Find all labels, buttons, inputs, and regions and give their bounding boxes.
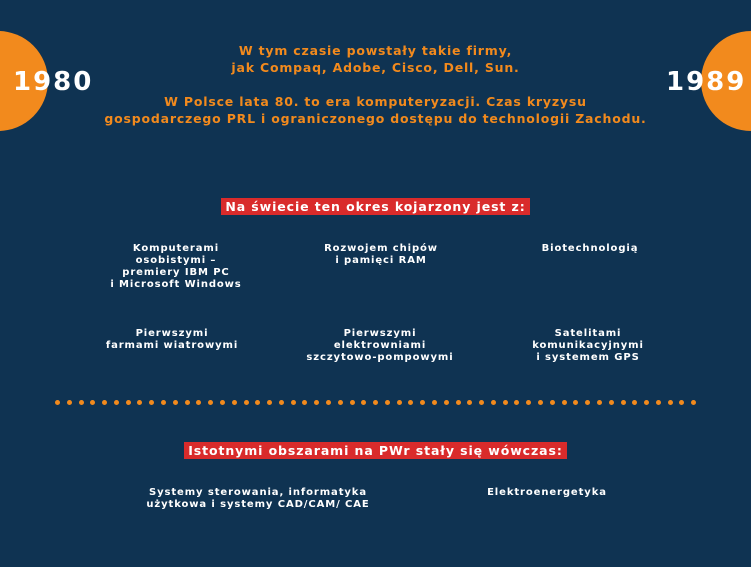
divider-dot: [291, 400, 296, 405]
divider-dot: [538, 400, 543, 405]
divider-dot: [326, 400, 331, 405]
divider-dot: [656, 400, 661, 405]
divider-dot: [397, 400, 402, 405]
divider-dot: [244, 400, 249, 405]
divider-dot: [173, 400, 178, 405]
divider-dot: [67, 400, 72, 405]
divider-dot: [526, 400, 531, 405]
divider-dot: [338, 400, 343, 405]
divider-dot: [456, 400, 461, 405]
divider-dot: [267, 400, 272, 405]
item-line: Biotechnologią: [541, 243, 639, 254]
divider-dot: [385, 400, 390, 405]
intro-paragraph-poland: [60, 93, 691, 127]
divider-dot: [632, 400, 637, 405]
pwr-heading: [0, 440, 751, 459]
divider-dot: [149, 400, 154, 405]
item-line: komunikacyjnymi: [532, 340, 644, 351]
divider-dot: [232, 400, 237, 405]
divider-dot: [609, 400, 614, 405]
item-line: osobistymi –: [135, 255, 217, 266]
item-line: premiery IBM PC: [122, 267, 230, 278]
divider-dot: [644, 400, 649, 405]
item-line: i pamięci RAM: [335, 255, 427, 266]
world-item-pumped-storage: [285, 328, 475, 364]
divider-dot: [373, 400, 378, 405]
divider-dot: [691, 400, 696, 405]
item-line: Elektroenergetyka: [487, 487, 607, 498]
divider-dot: [562, 400, 567, 405]
dotted-divider: [55, 398, 697, 406]
item-line: Pierwszymi: [135, 328, 209, 339]
intro-line: jak Compaq, Adobe, Cisco, Dell, Sun.: [231, 60, 520, 75]
divider-dot: [302, 400, 307, 405]
divider-dot: [102, 400, 107, 405]
divider-dot: [491, 400, 496, 405]
item-line: i systemem GPS: [536, 352, 640, 363]
divider-dot: [220, 400, 225, 405]
divider-dot: [679, 400, 684, 405]
divider-dot: [585, 400, 590, 405]
divider-dot: [503, 400, 508, 405]
divider-dot: [408, 400, 413, 405]
divider-dot: [161, 400, 166, 405]
divider-dot: [208, 400, 213, 405]
pwr-heading-label: Istotnymi obszarami na PWr stały się wówczas:: [184, 442, 567, 459]
divider-dot: [137, 400, 142, 405]
divider-dot: [279, 400, 284, 405]
divider-dot: [597, 400, 602, 405]
intro-paragraph-companies: [60, 42, 691, 76]
item-line: i Microsoft Windows: [110, 279, 242, 290]
item-line: szczytowo-pompowymi: [306, 352, 454, 363]
intro-line: gospodarczego PRL i ograniczonego dostępu do technologii Zachodu.: [104, 111, 647, 126]
world-item-chips-ram: [286, 243, 476, 267]
pwr-item-power-engineering: [452, 487, 642, 499]
divider-dot: [79, 400, 84, 405]
divider-dot: [314, 400, 319, 405]
item-line: Komputerami: [132, 243, 220, 254]
item-line: Satelitami: [554, 328, 622, 339]
divider-dot: [361, 400, 366, 405]
divider-dot: [350, 400, 355, 405]
item-line: użytkowa i systemy CAD/CAM/ CAE: [146, 499, 370, 510]
divider-dot: [432, 400, 437, 405]
divider-dot: [514, 400, 519, 405]
divider-dot: [479, 400, 484, 405]
world-item-wind-farms: [77, 328, 267, 352]
world-heading: [0, 196, 751, 215]
pwr-item-control-systems: [128, 487, 388, 511]
divider-dot: [444, 400, 449, 405]
item-line: Rozwojem chipów: [324, 243, 438, 254]
year-end: 1989: [666, 67, 747, 97]
divider-dot: [126, 400, 131, 405]
world-item-biotechnology: [495, 243, 685, 255]
world-item-personal-computers: [81, 243, 271, 291]
divider-dot: [668, 400, 673, 405]
divider-dot: [196, 400, 201, 405]
intro-line: W tym czasie powstały takie firmy,: [238, 43, 513, 58]
divider-dot: [420, 400, 425, 405]
item-line: Systemy sterowania, informatyka: [149, 487, 367, 498]
divider-dot: [55, 400, 60, 405]
divider-dot: [185, 400, 190, 405]
item-line: Pierwszymi: [343, 328, 417, 339]
divider-dot: [550, 400, 555, 405]
divider-dot: [467, 400, 472, 405]
intro-line: W Polsce lata 80. to era komputeryzacji. Czas kryzysu: [164, 94, 587, 109]
item-line: farmami wiatrowymi: [105, 340, 239, 351]
year-start: 1980: [13, 67, 94, 97]
item-line: elektrowniami: [333, 340, 427, 351]
divider-dot: [114, 400, 119, 405]
divider-dot: [90, 400, 95, 405]
world-heading-label: Na świecie ten okres kojarzony jest z:: [221, 198, 529, 215]
world-item-satellites-gps: [493, 328, 683, 364]
divider-dot: [573, 400, 578, 405]
divider-dot: [621, 400, 626, 405]
divider-dot: [255, 400, 260, 405]
